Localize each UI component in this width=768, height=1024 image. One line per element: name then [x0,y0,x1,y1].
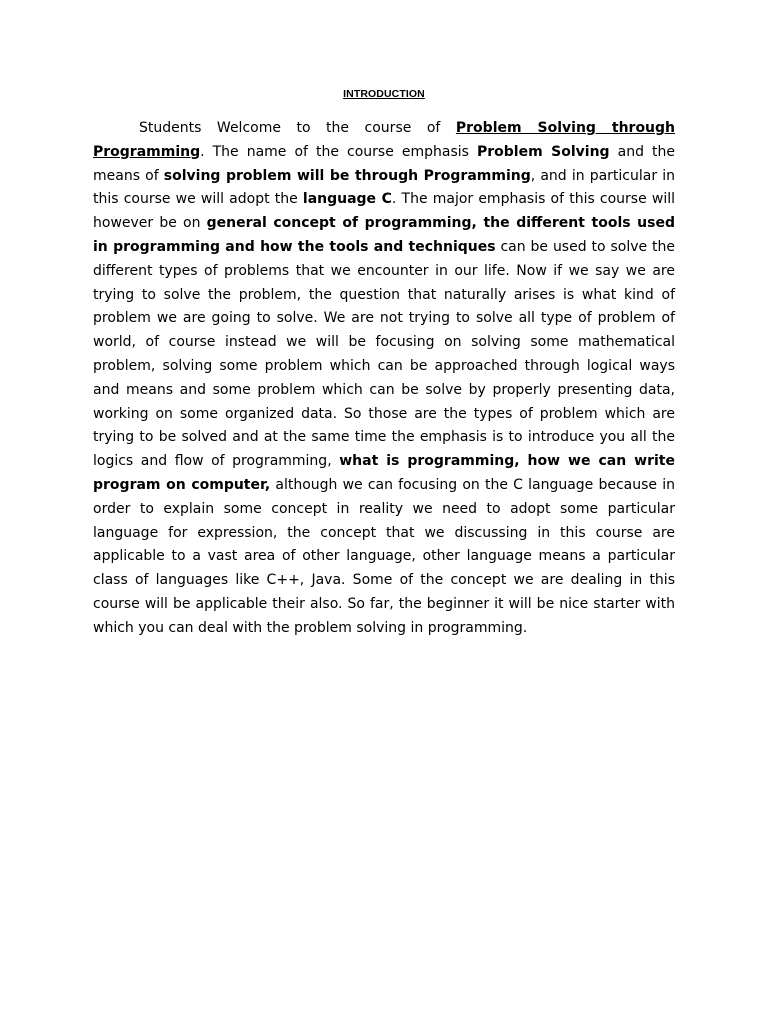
text-segment: Students Welcome to the course of [139,120,456,136]
text-segment: . The major emphasis of this course will however be on [93,191,675,232]
text-segment: , and in particular in this course we will adopt the [93,167,675,208]
problem-solving-emphasis: Problem Solving [477,143,610,160]
language-c-emphasis: language C [302,191,392,208]
what-is-programming-emphasis: what is programming, how we can write program on computer, [93,453,675,493]
text-segment: can be used to solve the different types of problems that we encounter in our life. Now if we say we are trying to solve the problem, the question that naturally arises is what kind of problem we are going to solve. We are not trying to solve all type of problem of world, of course instead we will be focusing on solving some mathematical problem, solving some problem which can be approached through logical ways and means and some problem which can be solve by properly presenting data, working on some organized data. So those are the types of problem which are trying to be solved and at the same time the emphasis is to introduce you all the logics and flow of programming, [93,238,675,470]
introduction-paragraph [93,117,675,641]
text-segment: . The name of the course emphasis [200,143,477,160]
document-heading: INTRODUCTION [343,88,425,100]
text-segment: although we can focusing on the C language because in order to explain some concept in reality we need to adopt some particular language for expression, the concept that we discussing in this course are applicable to a vast area of other language, other language means a particular class of languages like C++, Java. Some of the concept we are dealing in this course will be applicable their also. So far, the beginner it will be nice starter with which you can deal with the problem solving in programming. [93,476,675,636]
programming-means-emphasis: solving problem will be through Programming [163,167,531,184]
general-concept-emphasis: general concept of programming, the different tools used in programming and how the tools and techniques [93,215,675,255]
text-segment: and the means of [93,143,675,184]
course-title-emphasis: Problem Solving through Programming [93,120,676,160]
